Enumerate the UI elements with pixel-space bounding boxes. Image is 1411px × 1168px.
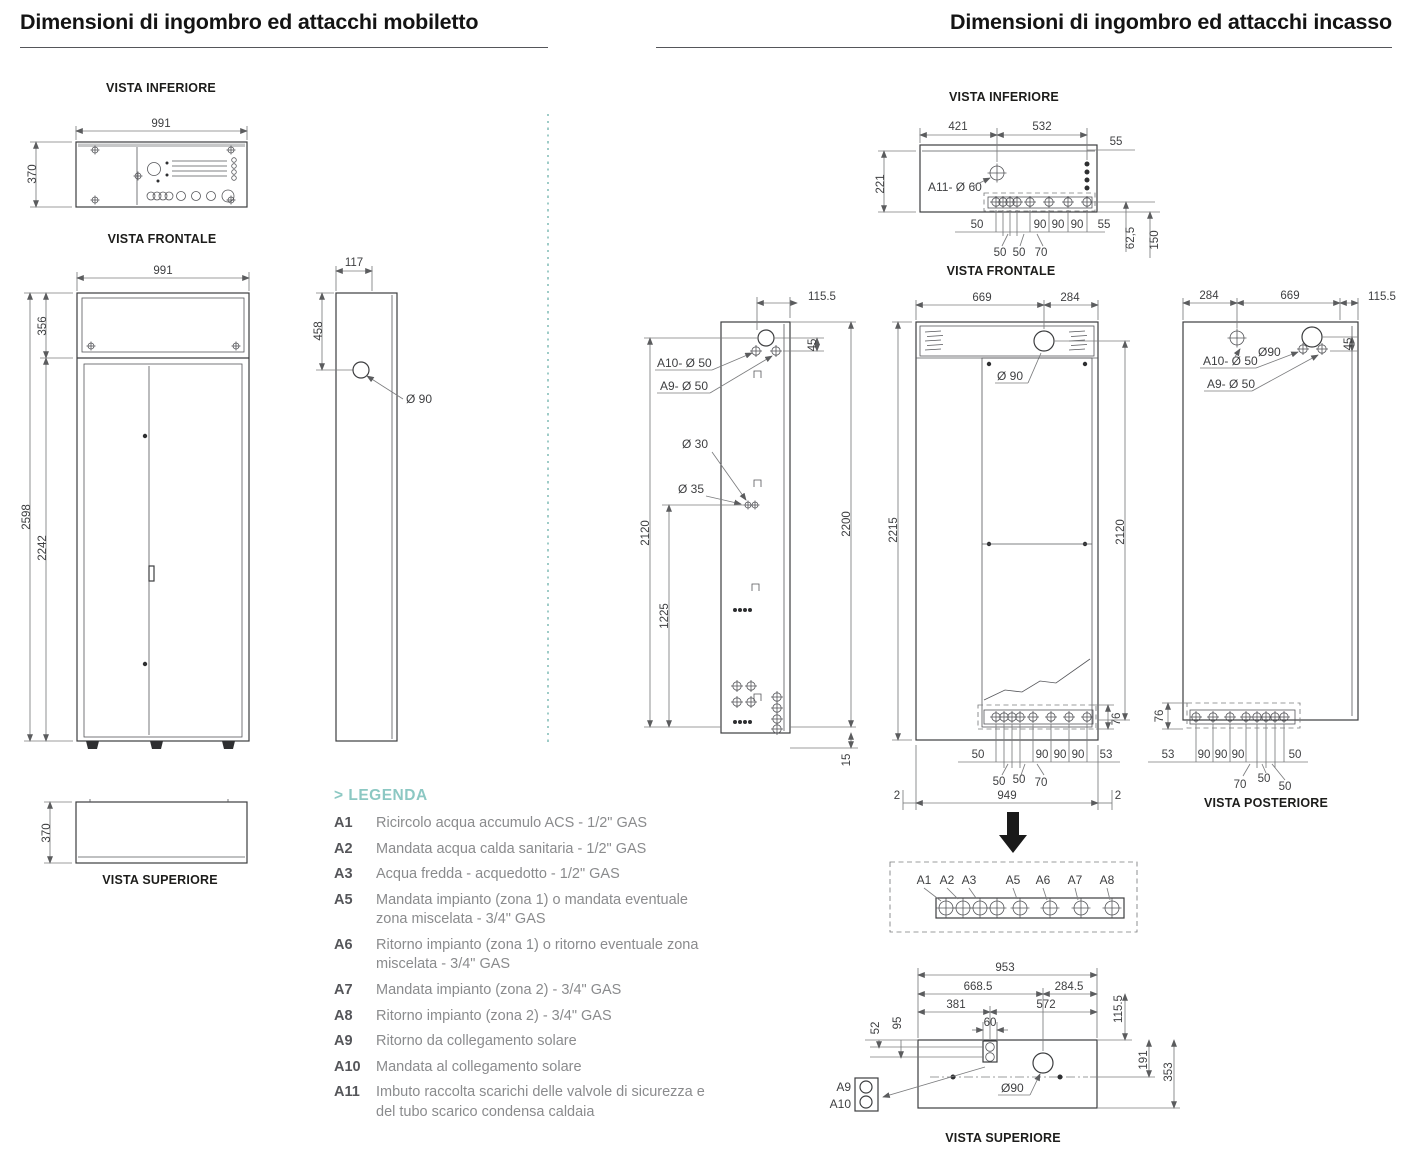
dim-front-height-total: 2598 bbox=[21, 504, 33, 530]
incasso-side-view-drawing bbox=[640, 291, 858, 766]
dim-side-width: 117 bbox=[344, 257, 364, 269]
dim-frontb-90b: 90 bbox=[1053, 749, 1067, 761]
hole-label-90: Ø 90 bbox=[406, 392, 433, 406]
legend-code: A11 bbox=[334, 1084, 360, 1101]
dim-rinf-62-5: 62,5 bbox=[1125, 226, 1137, 250]
dim-rinf-55-top: 55 bbox=[1109, 136, 1123, 148]
dim-frontc-50a: 50 bbox=[992, 776, 1006, 788]
vent-slots-right bbox=[1069, 331, 1087, 350]
legend-text: Mandata acqua calda sanitaria - 1/2" GAS bbox=[376, 840, 647, 857]
side-d30-label: Ø 30 bbox=[682, 437, 709, 451]
dim-front-2120: 2120 bbox=[1115, 519, 1127, 545]
dim-frontb-50: 50 bbox=[971, 749, 985, 761]
dim-inf-width: 991 bbox=[151, 118, 171, 130]
dim-rear-115-5: 115.5 bbox=[1368, 291, 1396, 303]
dim-rearc-50b: 50 bbox=[1278, 781, 1292, 793]
side-a9-label: A9- Ø 50 bbox=[660, 379, 709, 393]
left-vista-frontale-drawing bbox=[21, 257, 432, 749]
left-vista-inferiore-drawing bbox=[27, 118, 247, 207]
dim-side-45: 45 bbox=[807, 338, 819, 352]
dim-sup-381: 381 bbox=[946, 999, 966, 1011]
legend-code: A7 bbox=[334, 981, 353, 998]
dim-rearb-53: 53 bbox=[1161, 749, 1175, 761]
dim-rear-45: 45 bbox=[1343, 337, 1355, 351]
sup-a10-label: A10 bbox=[829, 1097, 851, 1111]
detail-a5: A5 bbox=[1005, 873, 1021, 887]
dim-sup-668-5: 668.5 bbox=[963, 981, 993, 993]
dim-rearc-50a: 50 bbox=[1257, 773, 1271, 785]
legend-title: > LEGENDA bbox=[334, 787, 428, 804]
legend-code: A8 bbox=[334, 1007, 353, 1024]
front-hole-label: Ø 90 bbox=[997, 369, 1024, 383]
legend-text: Acqua fredda - acquedotto - 1/2" GAS bbox=[376, 866, 620, 883]
detail-a3: A3 bbox=[961, 873, 977, 887]
dim-front-2a: 2 bbox=[893, 790, 901, 802]
dim-rinf-532: 532 bbox=[1032, 121, 1052, 133]
dim-side-2120: 2120 bbox=[640, 520, 652, 546]
dim-rear-76: 76 bbox=[1154, 709, 1166, 723]
side-d35-label: Ø 35 bbox=[678, 482, 705, 496]
dim-rinf-221: 221 bbox=[875, 174, 887, 194]
dim-frontb-90a: 90 bbox=[1035, 749, 1049, 761]
legend-code: A1 bbox=[334, 815, 353, 831]
dim-side-top-height: 458 bbox=[313, 321, 325, 341]
dim-sup-depth: 370 bbox=[41, 823, 53, 843]
right-vista-inferiore-drawing bbox=[875, 121, 1161, 259]
left-vista-superiore-drawing bbox=[41, 799, 247, 863]
dim-frontc-70: 70 bbox=[1034, 777, 1048, 789]
detail-a1: A1 bbox=[916, 873, 932, 887]
dim-rinf-b55: 55 bbox=[1097, 219, 1111, 231]
dim-frontb-90c: 90 bbox=[1071, 749, 1085, 761]
dim-sup-572: 572 bbox=[1036, 999, 1056, 1011]
dim-rinf-b90c: 90 bbox=[1070, 219, 1084, 231]
dim-rinf-c50a: 50 bbox=[993, 247, 1007, 259]
down-arrow bbox=[999, 812, 1027, 853]
dim-rear-284: 284 bbox=[1199, 290, 1219, 302]
right-section-title: Dimensioni di ingombro ed attacchi incasso bbox=[950, 10, 1392, 34]
dim-sup-60: 60 bbox=[983, 1017, 997, 1029]
connections-detail-drawing bbox=[890, 862, 1137, 932]
dim-sup-95: 95 bbox=[892, 1016, 904, 1030]
legend-code: A10 bbox=[334, 1058, 361, 1075]
dim-rinf-c70: 70 bbox=[1034, 247, 1048, 259]
right-vista-frontale-label: VISTA FRONTALE bbox=[946, 264, 1056, 278]
sup-a9-label: A9 bbox=[836, 1080, 851, 1094]
dim-frontc-50b: 50 bbox=[1012, 774, 1026, 786]
funnel-a11-label: A11- Ø 60 bbox=[928, 180, 982, 194]
dim-rearb-50: 50 bbox=[1288, 749, 1302, 761]
left-section-title: Dimensioni di ingombro ed attacchi mobiletto bbox=[20, 10, 479, 34]
rear-hole-label: Ø90 bbox=[1258, 345, 1281, 359]
legend-text: Ritorno impianto (zona 2) - 3/4" GAS bbox=[376, 1007, 612, 1024]
dim-rinf-b90a: 90 bbox=[1033, 219, 1047, 231]
dim-sup-284-5: 284.5 bbox=[1054, 981, 1084, 993]
dim-side-1225: 1225 bbox=[659, 603, 671, 629]
legend-text: Mandata impianto (zona 1) o mandata eventuale zona miscelata - 3/4" GAS bbox=[376, 891, 688, 928]
sup-hole-label: Ø90 bbox=[1001, 1081, 1024, 1095]
detail-a2: A2 bbox=[939, 873, 955, 887]
rear-a9-label: A9- Ø 50 bbox=[1207, 377, 1256, 391]
legend-text: Ritorno impianto (zona 1) o ritorno eventuale zona miscelata - 3/4" GAS bbox=[376, 936, 699, 973]
legend-text: Mandata impianto (zona 2) - 3/4" GAS bbox=[376, 981, 622, 998]
dim-front-2b: 2 bbox=[1114, 790, 1122, 802]
legend-text: Ritorno da collegamento solare bbox=[376, 1033, 577, 1050]
dim-rinf-150: 150 bbox=[1149, 230, 1161, 250]
legend-code: A2 bbox=[334, 840, 353, 857]
dim-rearb-90b: 90 bbox=[1214, 749, 1228, 761]
dim-side-15: 15 bbox=[841, 753, 853, 767]
dim-inf-depth: 370 bbox=[27, 164, 39, 184]
dim-rearb-90c: 90 bbox=[1231, 749, 1245, 761]
legend-code: A6 bbox=[334, 936, 353, 953]
dim-front-2215: 2215 bbox=[888, 517, 900, 543]
legend-text: Mandata al collegamento solare bbox=[376, 1058, 582, 1075]
right-vista-inferiore-label: VISTA INFERIORE bbox=[949, 90, 1059, 104]
dim-sup-953: 953 bbox=[995, 962, 1015, 974]
incasso-rear-view-drawing bbox=[1148, 290, 1396, 793]
dim-front-76: 76 bbox=[1111, 712, 1123, 726]
dim-rearc-70: 70 bbox=[1233, 779, 1247, 791]
legend-code: A9 bbox=[334, 1033, 353, 1050]
detail-a7: A7 bbox=[1067, 873, 1083, 887]
dim-sup-52: 52 bbox=[870, 1021, 882, 1035]
dim-sup-115-5: 115.5 bbox=[1113, 995, 1125, 1023]
right-vista-superiore-label: VISTA SUPERIORE bbox=[945, 1131, 1061, 1145]
dim-front-height-top: 356 bbox=[37, 316, 49, 336]
right-vista-superiore-drawing bbox=[830, 962, 1180, 1111]
dim-sup-191: 191 bbox=[1138, 1050, 1150, 1070]
dim-rinf-b50: 50 bbox=[970, 219, 984, 231]
dim-rinf-c50b: 50 bbox=[1012, 247, 1026, 259]
vista-posteriore-label: VISTA POSTERIORE bbox=[1203, 796, 1329, 810]
left-vista-frontale-label: VISTA FRONTALE bbox=[107, 232, 217, 246]
dim-front-284: 284 bbox=[1060, 292, 1080, 304]
legend-code: A5 bbox=[334, 891, 353, 908]
dim-front-width: 991 bbox=[153, 265, 173, 277]
dim-rearb-90a: 90 bbox=[1197, 749, 1211, 761]
left-vista-superiore-label: VISTA SUPERIORE bbox=[102, 873, 218, 887]
dim-frontb-53: 53 bbox=[1099, 749, 1113, 761]
side-a10-label: A10- Ø 50 bbox=[657, 356, 712, 370]
dim-sup-353: 353 bbox=[1163, 1062, 1175, 1082]
vent-slots-left bbox=[925, 331, 943, 350]
left-vista-inferiore-label: VISTA INFERIORE bbox=[106, 81, 216, 95]
incasso-front-view-drawing bbox=[888, 292, 1130, 853]
detail-a8: A8 bbox=[1099, 873, 1115, 887]
rear-a10-label: A10- Ø 50 bbox=[1203, 354, 1258, 368]
dim-front-669: 669 bbox=[972, 292, 992, 304]
dim-front-height-body: 2242 bbox=[37, 535, 49, 561]
legend-code: A3 bbox=[334, 866, 353, 883]
dim-rear-669: 669 bbox=[1280, 290, 1300, 302]
dim-side-2200: 2200 bbox=[841, 511, 853, 537]
dim-side-115-5: 115.5 bbox=[808, 291, 836, 303]
dim-rinf-b90b: 90 bbox=[1051, 219, 1065, 231]
dim-rinf-421: 421 bbox=[948, 121, 968, 133]
detail-a6: A6 bbox=[1035, 873, 1051, 887]
legend-text: Imbuto raccolta scarichi delle valvole di sicurezza e del tubo scarico condensa caldaia bbox=[376, 1084, 705, 1120]
dim-front-949: 949 bbox=[997, 790, 1017, 802]
legend-text: Ricircolo acqua accumulo ACS - 1/2" GAS bbox=[376, 815, 648, 831]
